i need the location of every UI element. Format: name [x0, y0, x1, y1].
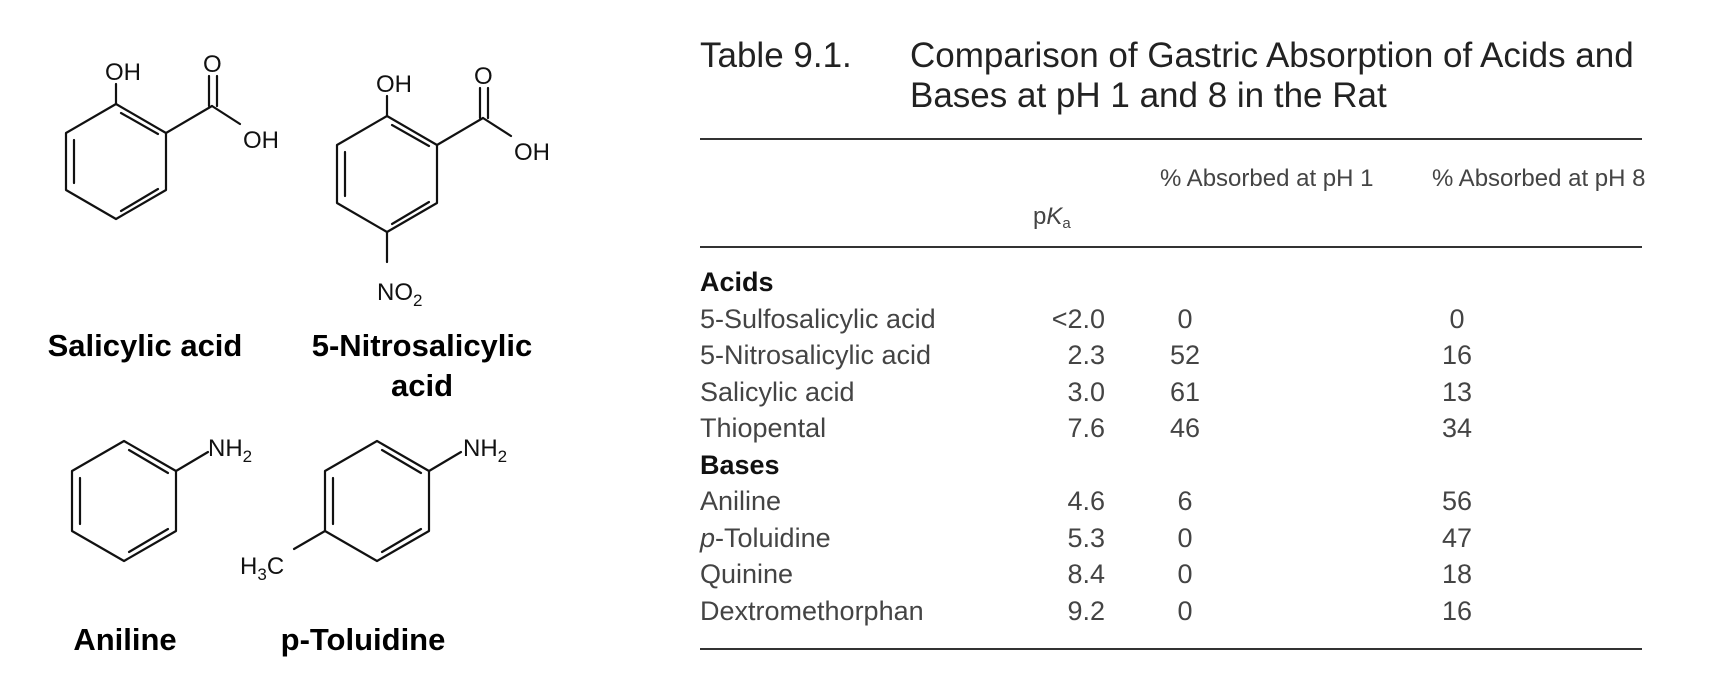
- table-body: [700, 264, 1642, 629]
- compound-name: Salicylic acid: [700, 376, 855, 407]
- benzene-ring: [66, 104, 166, 219]
- nitrosalicylic-acid-name: 5-Nitrosalicylic acid: [311, 328, 533, 403]
- aniline-name: Aniline: [73, 622, 177, 657]
- ph1-value: 61: [1169, 376, 1201, 407]
- table-row: [700, 410, 1642, 447]
- compound-name: p-Toluidine: [700, 522, 831, 553]
- table-row: [700, 520, 1642, 557]
- toluidine-name: p-Toluidine: [280, 622, 446, 657]
- hydroxyl-label: OH: [376, 71, 412, 98]
- pka-value: 8.4: [1067, 559, 1105, 589]
- pka-value: 3.0: [1067, 376, 1105, 407]
- pka-value: <2.0: [1051, 303, 1105, 334]
- table-row: [700, 337, 1642, 374]
- ph8-value: 47: [1441, 522, 1473, 553]
- benzene-ring: [72, 441, 176, 561]
- hydroxyl-label: OH: [105, 59, 141, 86]
- compound-name: Dextromethorphan: [700, 595, 924, 626]
- ph1-value: 52: [1169, 340, 1201, 370]
- pka-value: 4.6: [1067, 486, 1105, 516]
- carboxyl-oh-label: OH: [243, 127, 279, 154]
- compound-name: Aniline: [700, 486, 782, 516]
- ph1-value: 0: [1177, 303, 1193, 334]
- toluidine-structure: [240, 435, 507, 584]
- table-number: Table 9.1.: [700, 36, 852, 75]
- compound-name: 5-Nitrosalicylic acid: [700, 340, 932, 370]
- salicylic-acid-structure: [66, 51, 279, 219]
- table-row: [700, 593, 1642, 630]
- ph8-value: 16: [1441, 340, 1473, 370]
- aniline-structure: [72, 435, 252, 561]
- bottom-rule: [700, 648, 1642, 650]
- ph1-value: 0: [1177, 595, 1193, 626]
- chemical-structures: [0, 0, 580, 696]
- salicylic-acid-name: Salicylic acid: [47, 328, 243, 363]
- pka-value: 9.2: [1067, 595, 1105, 626]
- ph8-value: 56: [1441, 486, 1473, 516]
- ph8-value: 13: [1441, 376, 1473, 407]
- ph8-value: 16: [1441, 595, 1473, 626]
- section-heading-acids: Acids: [700, 267, 774, 297]
- top-rule: [700, 138, 1642, 140]
- benzene-ring: [325, 441, 429, 561]
- header-rule: [700, 246, 1642, 248]
- ph1-column-header: % Absorbed at pH 1: [1160, 165, 1374, 192]
- ph1-value: 0: [1177, 522, 1193, 553]
- amino-label: $NH_2$: [208, 435, 253, 466]
- compound-name: Thiopental: [700, 413, 827, 443]
- section-heading-bases: Bases: [700, 449, 780, 480]
- ph8-value: 34: [1441, 413, 1473, 443]
- carbonyl-oxygen-label: O: [203, 51, 222, 78]
- absorption-table: [700, 36, 1650, 626]
- ph1-value: 0: [1177, 559, 1193, 589]
- pka-value: 5.3: [1067, 522, 1105, 553]
- pka-column-header: pKa: [1033, 203, 1071, 232]
- table-caption: Comparison of Gastric Absorption of Acids and Bases at pH 1 and 8 in the Rat: [910, 36, 1634, 115]
- nitrosalicylic-acid-structure: [337, 63, 550, 310]
- amino-label: $NH_2$: [463, 435, 508, 466]
- nitro-label: $NO_2$: [377, 279, 423, 310]
- ph1-value: 46: [1169, 413, 1201, 443]
- compound-name: 5-Sulfosalicylic acid: [700, 303, 936, 334]
- pka-value: 2.3: [1067, 340, 1105, 370]
- carboxyl-oh-label: OH: [514, 139, 550, 166]
- ph1-value: 6: [1177, 486, 1193, 516]
- table-row: [700, 374, 1642, 411]
- compound-name: Quinine: [700, 559, 794, 589]
- table-title: [700, 36, 1650, 116]
- carbonyl-oxygen-label: O: [474, 63, 493, 90]
- methyl-label: $H_3C$: [240, 553, 285, 584]
- table-row: [700, 301, 1642, 338]
- ph8-value: 18: [1441, 559, 1473, 589]
- ph8-column-header: % Absorbed at pH 8: [1432, 165, 1646, 192]
- benzene-ring: [337, 116, 437, 232]
- table-row: [700, 556, 1642, 593]
- pka-value: 7.6: [1067, 413, 1105, 443]
- ph8-value: 0: [1449, 303, 1465, 334]
- table-row: [700, 483, 1642, 520]
